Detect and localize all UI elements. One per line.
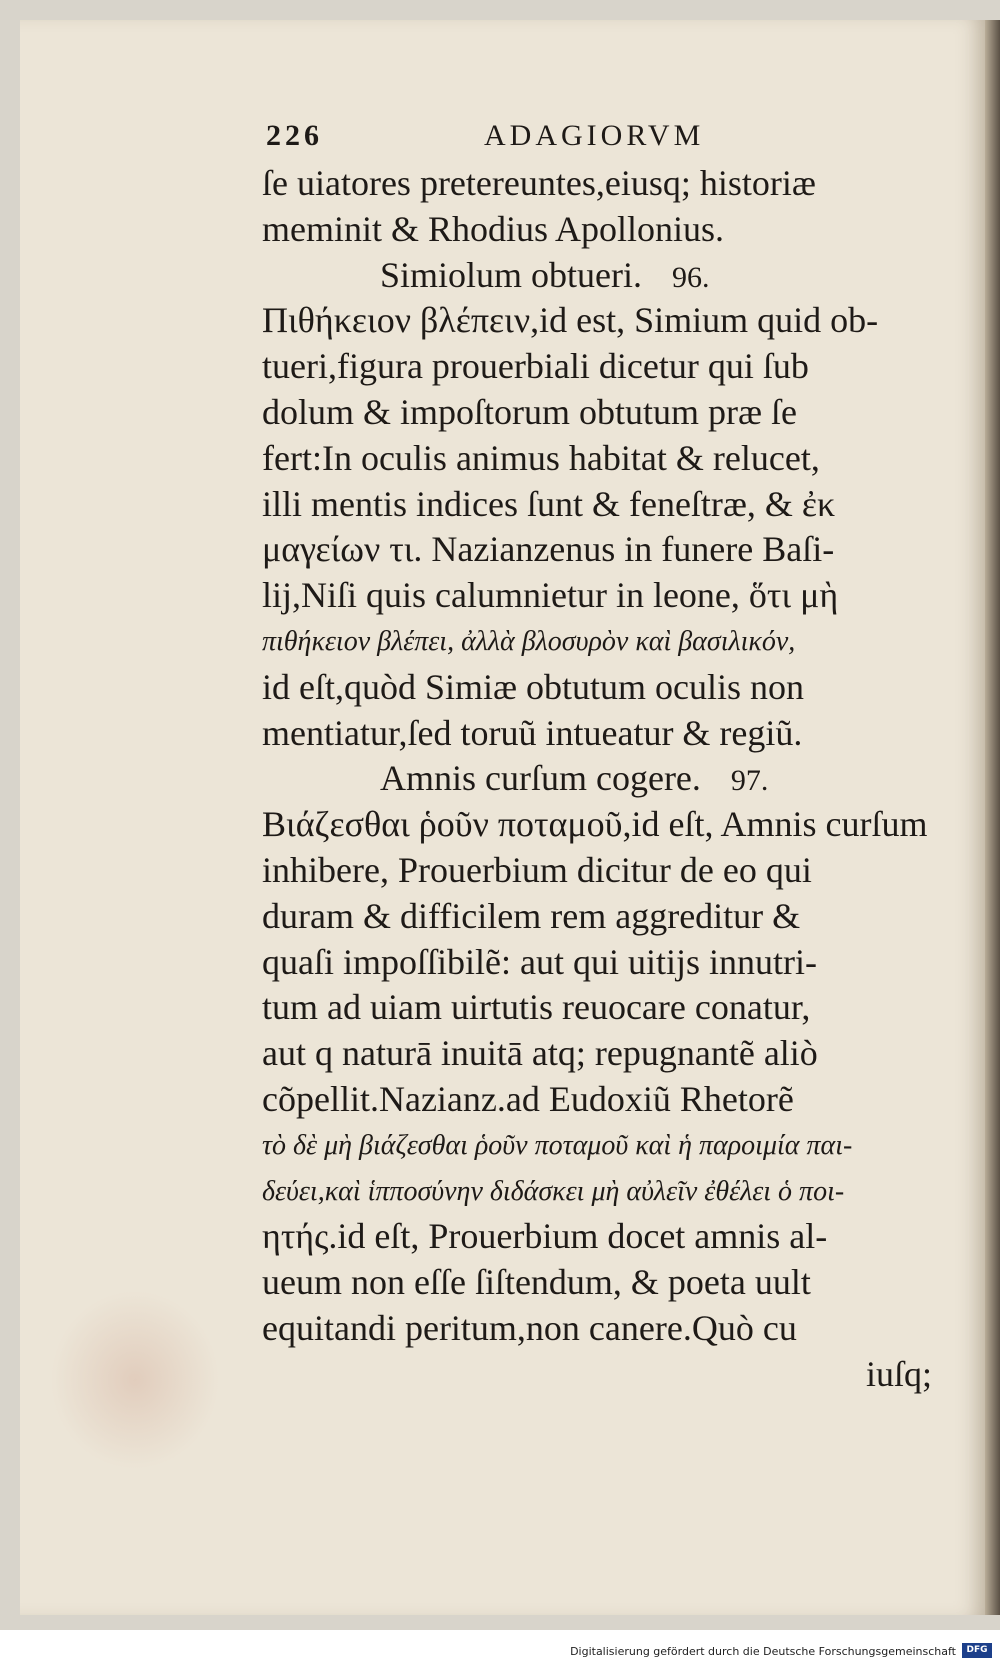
paper-stain — [50, 1290, 220, 1470]
text-line: ητής.id eſt, Prouerbium docet amnis al- — [262, 1216, 828, 1257]
footer-credit: Digitalisierung gefördert durch die Deutsche Forschungsgemeinschaft — [570, 1645, 956, 1658]
text-line: dolum & impoſtorum obtutum præ ſe — [262, 391, 797, 432]
heading-number: 96. — [672, 260, 710, 294]
dfg-logo: DFG — [962, 1643, 992, 1658]
text-line: inhibere, Prouerbium dicitur de eo qui — [262, 849, 812, 890]
text-line: meminit & Rhodius Apollonius. — [262, 208, 725, 249]
text-line: tueri,figura prouerbiali dicetur qui ſub — [262, 346, 809, 387]
text-line: quaſi impoſſibilẽ: aut qui uitijs innutri- — [262, 941, 817, 982]
heading-number: 97. — [730, 764, 769, 798]
text-line: τὸ δὲ μὴ βιάζεσθαι ῥοῦν ποταμοῦ καὶ ἡ παροιμία παι- — [262, 1129, 853, 1161]
chapter-heading — [262, 756, 942, 802]
text-line: illi mentis indices ſunt & feneſtræ, & ἐκ — [262, 483, 836, 524]
text-line: id eſt,quòd Simiæ obtutum oculis non — [262, 666, 805, 707]
text-line: cõpellit.Nazianz.ad Eudoxiũ Rhetorẽ — [262, 1078, 794, 1119]
text-line: equitandi peritum,non canere.Quò cu — [262, 1307, 797, 1348]
page-edge — [985, 20, 1000, 1615]
text-line: πιθήκειον βλέπει, ἀλλὰ βλοσυρὸν καὶ βασιλικόν, — [262, 625, 796, 657]
text-line: mentiatur,ſed toruũ intueatur & regiũ. — [262, 712, 803, 753]
text-lines — [262, 161, 942, 1398]
text-line: aut q naturā inuitā atq; repugnantẽ aliò — [262, 1033, 818, 1074]
text-line: Βιάζεσθαι ῥοῦν ποταμοῦ,id eſt, Amnis curſum — [262, 804, 928, 845]
chapter-heading — [262, 253, 942, 299]
text-line: tum ad uiam uirtutis reuocare conatur, — [262, 987, 811, 1028]
running-head — [262, 115, 942, 161]
text-line: δεύει,καὶ ἱπποσύνην διδάσκει μὴ αὐλεῖν ἐθέλει ὁ ποι- — [262, 1175, 845, 1207]
running-title: ADAGIORVM — [484, 119, 705, 152]
text-line: Πιθήκειον βλέπειν,id est, Simium quid ob- — [262, 300, 879, 341]
heading-title: Amnis curſum cogere. — [380, 758, 701, 799]
text-line: lij,Niſi quis calumnietur in leone, ὅτι μὴ — [262, 575, 839, 616]
text-line: ueum non eſſe ſiſtendum, & poeta uult — [262, 1262, 811, 1303]
text-line: μαγείων τι. Nazianzenus in funere Baſi- — [262, 529, 835, 570]
text-line: ſe uiatores pretereuntes,eiusq; historiæ — [262, 163, 816, 203]
page-number: 226 — [266, 119, 323, 152]
text-line: duram & difficilem rem aggreditur & — [262, 895, 801, 936]
text-block — [262, 115, 942, 1398]
text-line: fert:In oculis animus habitat & relucet, — [262, 437, 820, 478]
catchword: iuſq; — [865, 1353, 932, 1394]
heading-title: Simiolum obtueri. — [380, 254, 643, 295]
